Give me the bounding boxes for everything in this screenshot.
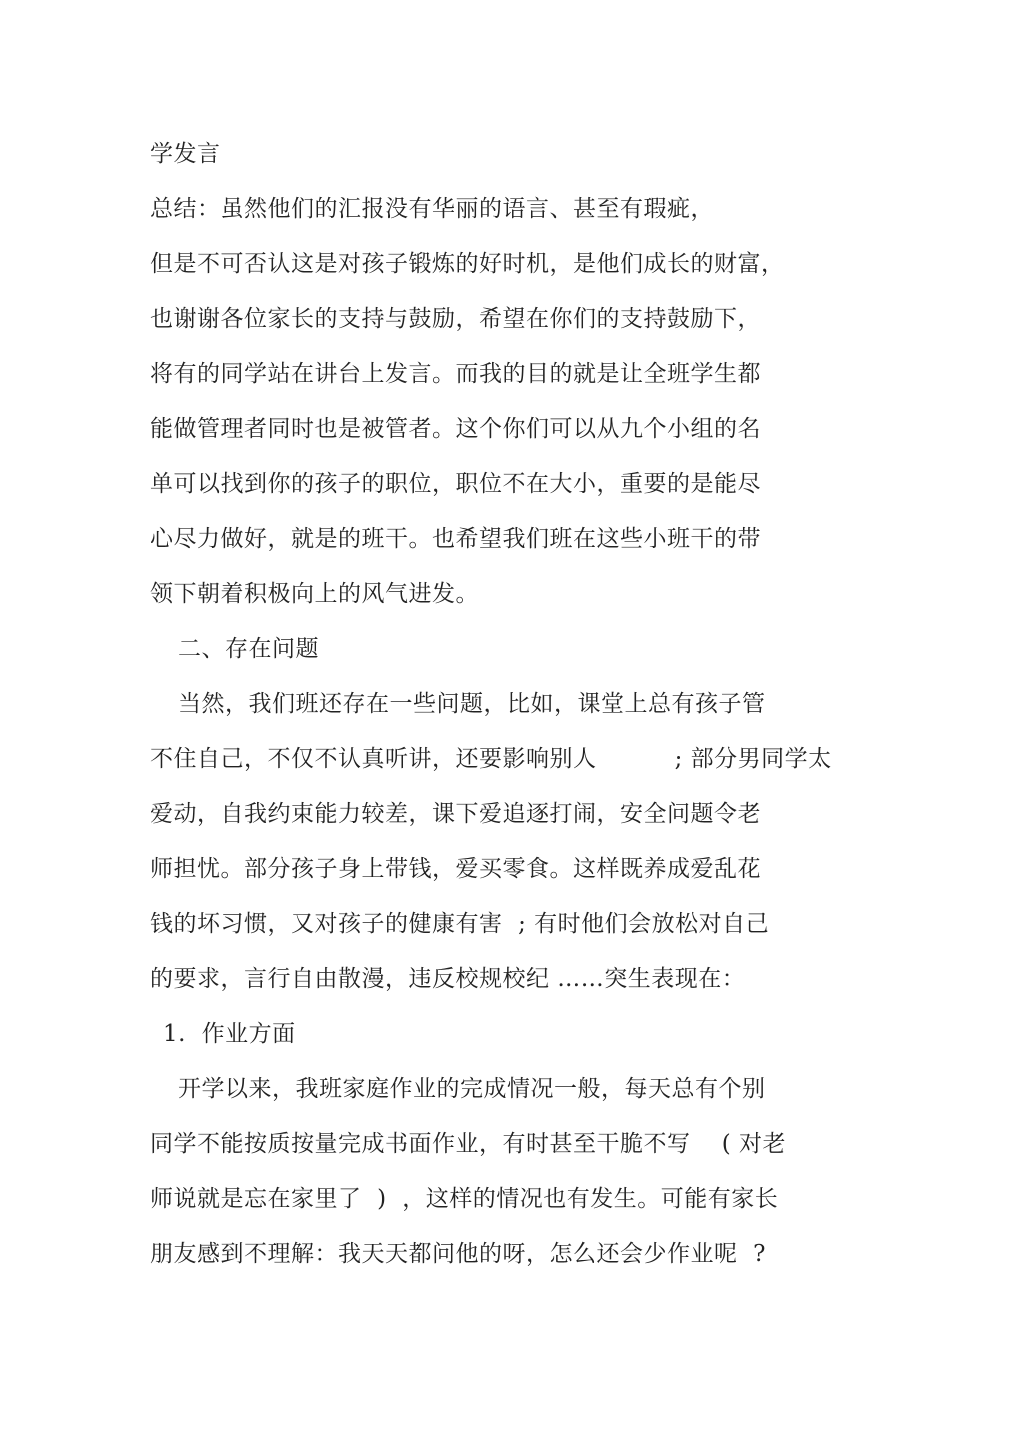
text-line-20: 师说就是忘在家里了 ) ，这样的情况也有发生。可能有家长 [150,1186,779,1212]
text-line-3: 但是不可否认这是对孩子锻炼的好时机，是他们成长的财富， [150,251,785,277]
subsection-heading: 1. 作业方面 [163,1021,296,1047]
text-line-16: 的要求，言行自由散漫，违反校规校纪 ……突生表现在： [150,966,746,992]
text-line-1: 学发言 [150,141,221,167]
text-line-7: 单可以找到你的孩子的职位，职位不在大小，重要的是能尽 [150,471,761,497]
text-line-12: 不住自己，不仅不认真听讲，还要影响别人 ; 部分男同学太 [150,746,832,772]
text-line-5: 将有的同学站在讲台上发言。而我的目的就是让全班学生都 [150,361,761,387]
text-line-19: 同学不能按质按量完成书面作业，有时甚至干脆不写 ( 对老 [150,1131,787,1157]
text-line-6: 能做管理者同时也是被管者。这个你们可以从九个小组的名 [150,416,761,442]
text-line-9: 领下朝着积极向上的风气进发。 [150,581,479,607]
text-line-4: 也谢谢各位家长的支持与鼓励，希望在你们的支持鼓励下， [150,306,761,332]
section-heading: 二、存在问题 [178,636,319,662]
text-line-2: 总结：虽然他们的汇报没有华丽的语言、甚至有瑕疵， [150,196,714,222]
text-line-11: 当然，我们班还存在一些问题，比如，课堂上总有孩子管 [178,691,766,717]
text-line-8: 心尽力做好，就是的班干。也希望我们班在这些小班干的带 [150,526,761,552]
text-line-21: 朋友感到不理解：我天天都问他的呀，怎么还会少作业呢 ? [150,1241,766,1267]
text-line-15: 钱的坏习惯，又对孩子的健康有害 ; 有时他们会放松对自己 [150,911,770,937]
text-line-14: 师担忧。部分孩子身上带钱，爱买零食。这样既养成爱乱花 [150,856,761,882]
text-line-13: 爱动，自我约束能力较差，课下爱追逐打闹，安全问题令老 [150,801,761,827]
text-line-18: 开学以来，我班家庭作业的完成情况一般，每天总有个别 [178,1076,766,1102]
